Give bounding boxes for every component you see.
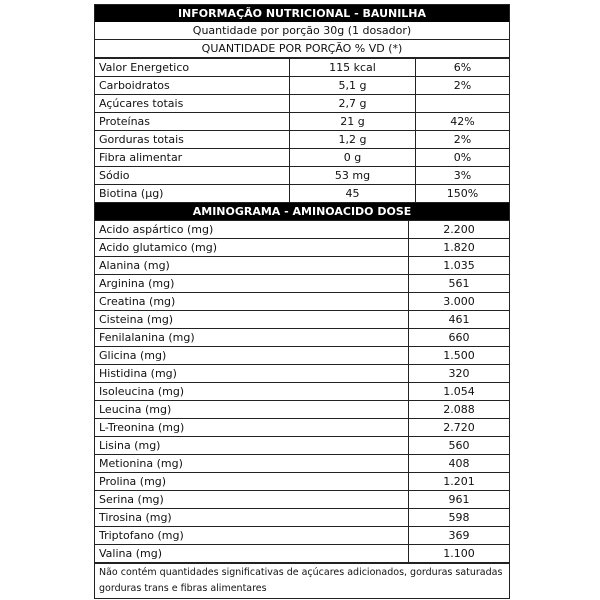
amino-dose: 1.201 [409, 473, 510, 491]
table-row [95, 149, 509, 167]
amino-name: Arginina (mg) [95, 275, 409, 293]
amino-name: Lisina (mg) [95, 437, 409, 455]
amino-dose: 1.035 [409, 257, 510, 275]
amino-name: Triptofano (mg) [95, 527, 409, 545]
table-row [95, 257, 509, 275]
amino-dose: 2.088 [409, 401, 510, 419]
amino-dose: 2.720 [409, 419, 510, 437]
nutrient-amount: 53 mg [290, 167, 416, 185]
amino-dose: 2.200 [409, 221, 510, 239]
aminogram-title: AMINOGRAMA - AMINOACIDO DOSE [95, 203, 509, 220]
nutrient-amount: 115 kcal [290, 59, 416, 77]
nutrient-vd: 0% [416, 149, 510, 167]
table-row [95, 455, 509, 473]
table-row [95, 419, 509, 437]
nutrient-amount: 2,7 g [290, 95, 416, 113]
table-row [95, 239, 509, 257]
amino-dose: 1.054 [409, 383, 510, 401]
table-row [95, 383, 509, 401]
nutrient-vd: 2% [416, 77, 510, 95]
nutrient-amount: 21 g [290, 113, 416, 131]
amino-name: Glicina (mg) [95, 347, 409, 365]
table-row [95, 275, 509, 293]
amino-dose: 961 [409, 491, 510, 509]
amino-name: Serina (mg) [95, 491, 409, 509]
table-row [95, 221, 509, 239]
nutrient-vd: 42% [416, 113, 510, 131]
table-row [95, 131, 509, 149]
amino-dose: 369 [409, 527, 510, 545]
nutrient-name: Valor Energetico [95, 59, 290, 77]
amino-dose: 461 [409, 311, 510, 329]
nutrient-vd: 2% [416, 131, 510, 149]
amino-dose: 1.820 [409, 239, 510, 257]
nutrient-name: Proteínas [95, 113, 290, 131]
amino-dose: 408 [409, 455, 510, 473]
serving-size: Quantidade por porção 30g (1 dosador) [95, 22, 509, 40]
nutrient-amount: 0 g [290, 149, 416, 167]
nutrient-name: Gorduras totais [95, 131, 290, 149]
table-row [95, 329, 509, 347]
amino-name: Creatina (mg) [95, 293, 409, 311]
amino-name: Alanina (mg) [95, 257, 409, 275]
amino-name: Tirosina (mg) [95, 509, 409, 527]
amino-name: Isoleucina (mg) [95, 383, 409, 401]
table-row [95, 491, 509, 509]
table-row [95, 365, 509, 383]
amino-name: Prolina (mg) [95, 473, 409, 491]
amino-name: Acido glutamico (mg) [95, 239, 409, 257]
table-row [95, 95, 509, 113]
nutrient-vd: 6% [416, 59, 510, 77]
table-row [95, 113, 509, 131]
amino-name: Histidina (mg) [95, 365, 409, 383]
table-row [95, 59, 509, 77]
amino-dose: 1.500 [409, 347, 510, 365]
nutrition-title: INFORMAÇÃO NUTRICIONAL - BAUNILHA [95, 5, 509, 22]
amino-name: Leucina (mg) [95, 401, 409, 419]
table-row [95, 311, 509, 329]
column-header: QUANTIDADE POR PORÇÃO % VD (*) [95, 40, 509, 58]
amino-dose: 1.100 [409, 545, 510, 563]
footnote: Não contém quantidades significativas de açúcares adicionados, gorduras saturadas gorduras trans e fibras alimentares [95, 563, 509, 598]
nutrient-name: Biotina (µg) [95, 185, 290, 203]
nutrient-name: Carboidratos [95, 77, 290, 95]
nutrient-amount: 45 [290, 185, 416, 203]
nutrient-amount: 5,1 g [290, 77, 416, 95]
amino-dose: 561 [409, 275, 510, 293]
nutrient-name: Fibra alimentar [95, 149, 290, 167]
table-row [95, 527, 509, 545]
table-row [95, 293, 509, 311]
amino-dose: 320 [409, 365, 510, 383]
table-row [95, 185, 509, 203]
nutrient-name: Açúcares totais [95, 95, 290, 113]
table-row [95, 401, 509, 419]
amino-name: Valina (mg) [95, 545, 409, 563]
aminogram-table [95, 220, 509, 563]
table-row [95, 347, 509, 365]
table-row [95, 473, 509, 491]
nutrition-label [94, 4, 510, 599]
amino-dose: 598 [409, 509, 510, 527]
nutrition-table [95, 58, 509, 203]
amino-name: Cisteina (mg) [95, 311, 409, 329]
amino-dose: 560 [409, 437, 510, 455]
table-row [95, 509, 509, 527]
nutrient-vd: 3% [416, 167, 510, 185]
nutrient-name: Sódio [95, 167, 290, 185]
table-row [95, 437, 509, 455]
nutrient-vd [416, 95, 510, 113]
amino-name: L-Treonina (mg) [95, 419, 409, 437]
amino-dose: 660 [409, 329, 510, 347]
amino-name: Acido aspártico (mg) [95, 221, 409, 239]
amino-name: Metionina (mg) [95, 455, 409, 473]
table-row [95, 77, 509, 95]
amino-name: Fenilalanina (mg) [95, 329, 409, 347]
table-row [95, 167, 509, 185]
nutrient-amount: 1,2 g [290, 131, 416, 149]
amino-dose: 3.000 [409, 293, 510, 311]
table-row [95, 545, 509, 563]
nutrient-vd: 150% [416, 185, 510, 203]
